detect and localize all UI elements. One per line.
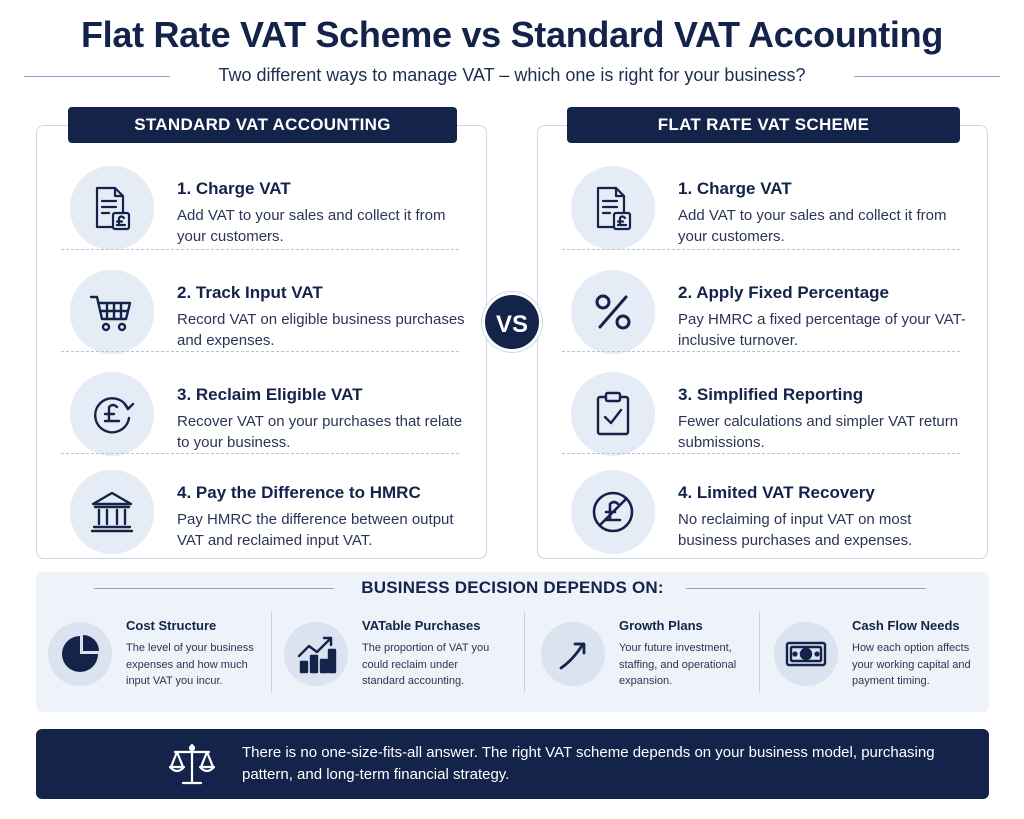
factor-cost-structure [40,610,270,700]
balance-scale-icon [166,739,218,791]
pie-chart-icon [48,622,112,686]
clipboard-check-icon [571,372,655,456]
factor-description: Your future investment, staffing, and operational expansion. [619,642,737,687]
step-description: Record VAT on eligible business purchases and expenses. [177,311,465,349]
step-divider [562,351,960,352]
step-description: Add VAT to your sales and collect it from your customers. [678,207,947,245]
shopping-cart-icon [70,270,154,354]
factor-title: Cash Flow Needs [852,618,960,633]
standard-step-1 [37,156,488,260]
step-description: Add VAT to your sales and collect it from your customers. [177,207,446,245]
factor-separator [759,612,760,692]
pound-crossed-icon [571,470,655,554]
step-title: 1. Charge VAT [177,179,291,198]
standard-vat-panel [36,125,487,559]
subtitle-rule-right [854,76,1000,77]
page-subtitle: Two different ways to manage VAT – which one is right for your business? [218,65,806,85]
factor-separator [271,612,272,692]
factor-title: Cost Structure [126,618,217,633]
step-description: Recover VAT on your purchases that relate to your business. [177,413,463,451]
step-divider [61,453,459,454]
step-title: 3. Simplified Reporting [678,385,864,404]
factor-description: The level of your business expenses and how much input VAT you incur. [126,642,254,687]
page-title: Flat Rate VAT Scheme vs Standard VAT Accounting [80,14,944,55]
step-title: 1. Charge VAT [678,179,792,198]
factor-growth-plans [533,610,763,700]
flat-rate-header: FLAT RATE VAT SCHEME [567,107,960,143]
factor-vatable-purchases [276,610,526,700]
pound-refresh-icon [70,372,154,456]
step-description: Pay HMRC the difference between output VAT and reclaimed input VAT. [177,511,454,549]
factor-description: The proportion of VAT you could reclaim under standard accounting. [362,642,490,687]
step-description: Pay HMRC a fixed percentage of your VAT-inclusive turnover. [678,311,966,349]
invoice-pound-icon [571,166,655,250]
vs-badge: VS [482,292,542,352]
arrow-up-right-icon [541,622,605,686]
factor-title: Growth Plans [619,618,703,633]
step-description: No reclaiming of input VAT on most business purchases and expenses. [678,511,913,549]
step-divider [61,249,459,250]
step-title: 4. Pay the Difference to HMRC [177,483,421,502]
step-title: 3. Reclaim Eligible VAT [177,385,363,404]
percent-icon [571,270,655,354]
bar-chart-growth-icon [284,622,348,686]
standard-vat-header: STANDARD VAT ACCOUNTING [68,107,457,143]
standard-step-4 [37,460,488,564]
step-divider [562,453,960,454]
step-divider [562,249,960,250]
flat-step-2 [538,260,989,364]
subtitle-rule-left [24,76,170,77]
step-title: 2. Apply Fixed Percentage [678,283,889,302]
footer-banner [36,729,989,799]
factor-cash-flow [766,610,986,700]
factor-separator [524,612,525,692]
step-divider [61,351,459,352]
invoice-pound-icon [70,166,154,250]
bank-building-icon [70,470,154,554]
flat-rate-panel [537,125,988,559]
decision-title: BUSINESS DECISION DEPENDS ON: [361,578,664,597]
standard-step-3 [37,362,488,466]
subtitle-row [0,64,1024,90]
decision-rule-right [686,588,926,589]
footer-text: There is no one-size-fits-all answer. The right VAT scheme depends on your business model, purchasing pattern, and long-term financial strategy. [242,744,935,783]
factor-description: How each option affects your working capital and payment timing. [852,642,971,687]
factor-title: VATable Purchases [362,618,481,633]
banknote-icon [774,622,838,686]
flat-step-1 [538,156,989,260]
flat-step-3 [538,362,989,466]
flat-step-4 [538,460,989,564]
business-decision-section [36,572,989,712]
standard-step-2 [37,260,488,364]
step-title: 2. Track Input VAT [177,283,323,302]
step-description: Fewer calculations and simpler VAT return submissions. [678,413,959,451]
step-title: 4. Limited VAT Recovery [678,483,875,502]
